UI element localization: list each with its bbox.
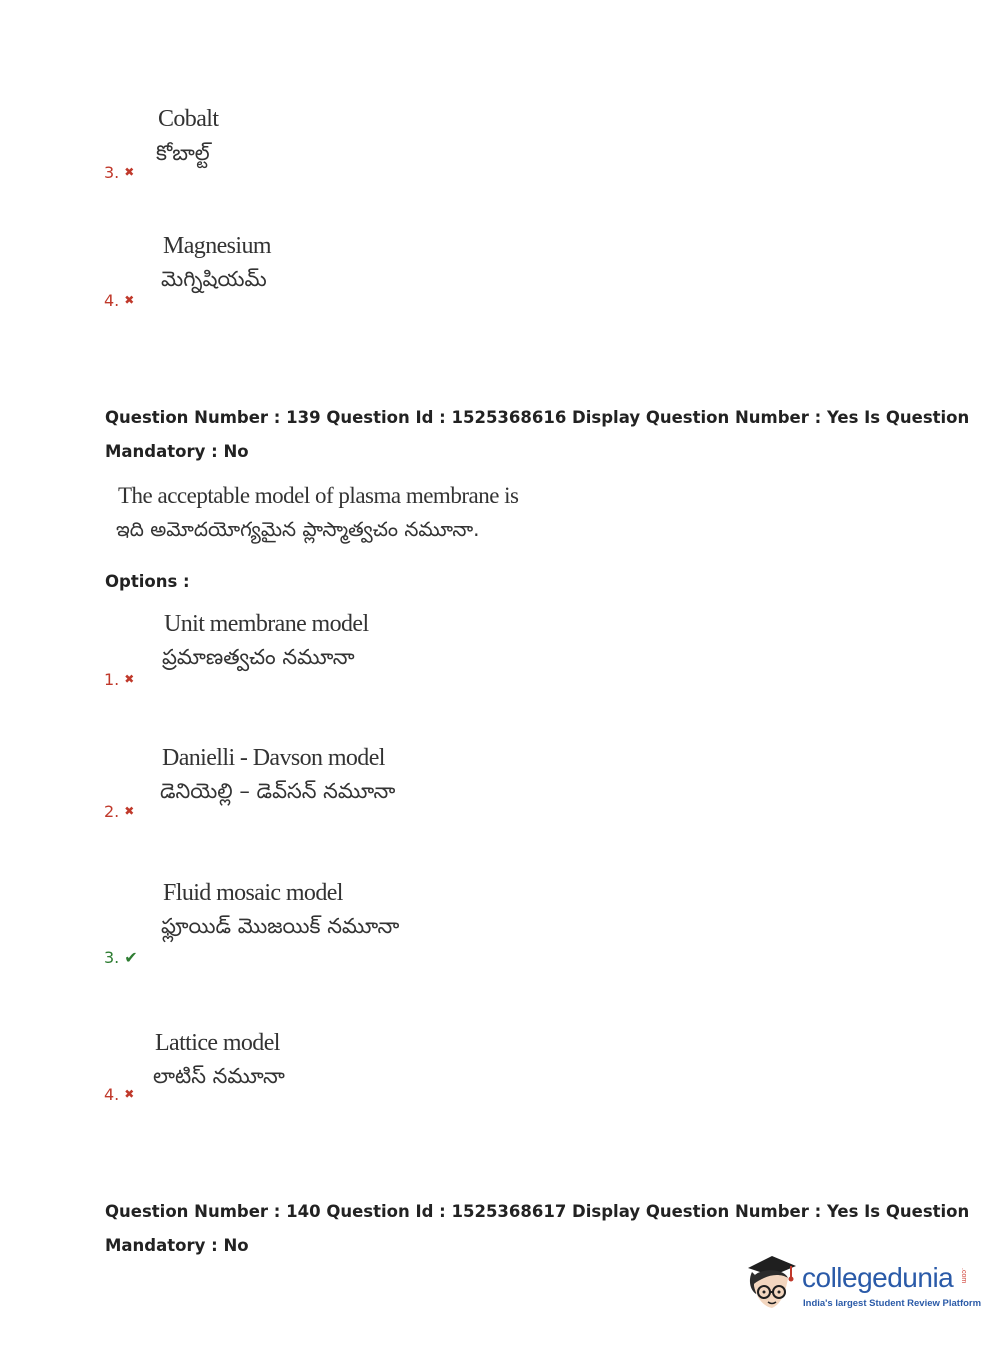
mascot-logo-icon <box>742 1250 802 1320</box>
cross-mark-icon: ✖ <box>124 1087 135 1101</box>
q139-option-3-telugu: ఫ్లూయిడ్ మొజయిక్ నమూనా <box>161 914 400 938</box>
option-number: 3. <box>104 163 120 182</box>
cross-mark-icon: ✖ <box>124 165 135 179</box>
question-139-mandatory: Mandatory : No <box>105 442 249 461</box>
question-139-text-telugu: ఇది అమోదయోగ్యమైన ప్లాస్మాత్వచం నమూనా. <box>116 517 480 541</box>
option-number: 3. <box>104 948 120 967</box>
option-number: 4. <box>104 1085 120 1104</box>
brand-tagline: India's largest Student Review Platform <box>803 1298 982 1309</box>
q139-option-2-telugu: డెనియెల్లి – డెవ్‌సన్ నమూనా <box>160 779 396 803</box>
q139-option-4-english: Lattice model <box>155 1030 280 1056</box>
option-3-number-wrong <box>104 163 134 182</box>
option-number: 4. <box>104 291 120 310</box>
option-4-telugu: మెగ్నిషియమ్ <box>161 267 267 291</box>
options-label: Options : <box>105 572 190 591</box>
question-139-header: Question Number : 139 Question Id : 1525368616 Display Question Number : Yes Is Question <box>105 408 970 427</box>
option-4-english: Magnesium <box>163 233 271 259</box>
option-3-telugu: కోబాల్ట్ <box>156 141 210 165</box>
brand-dotcom: .com <box>960 1268 967 1284</box>
option-number: 1. <box>104 670 120 689</box>
q139-option-1-number-wrong <box>104 670 134 689</box>
cross-mark-icon: ✖ <box>124 672 135 686</box>
q139-option-3-number-correct <box>104 948 138 967</box>
question-140-header: Question Number : 140 Question Id : 1525368617 Display Question Number : Yes Is Question <box>105 1202 970 1221</box>
option-3-english: Cobalt <box>158 106 219 132</box>
cross-mark-icon: ✖ <box>124 804 135 818</box>
q139-option-2-number-wrong <box>104 802 134 821</box>
brand-name: collegedunia <box>802 1262 954 1293</box>
q139-option-4-telugu: లాటిస్ నమూనా <box>153 1064 285 1088</box>
cross-mark-icon: ✖ <box>124 293 135 307</box>
q139-option-1-telugu: ప్రమాణత్వచం నమూనా <box>162 645 355 669</box>
option-number: 2. <box>104 802 120 821</box>
option-4-number-wrong <box>104 291 134 310</box>
q139-option-1-english: Unit membrane model <box>164 611 369 637</box>
collegedunia-watermark <box>742 1250 982 1320</box>
q139-option-3-english: Fluid mosaic model <box>163 880 343 906</box>
question-140-mandatory: Mandatory : No <box>105 1236 249 1255</box>
question-139-text-english: The acceptable model of plasma membrane is <box>118 483 519 508</box>
check-mark-icon: ✔ <box>124 948 138 967</box>
q139-option-4-number-wrong <box>104 1085 134 1104</box>
q139-option-2-english: Danielli - Davson model <box>162 745 385 771</box>
